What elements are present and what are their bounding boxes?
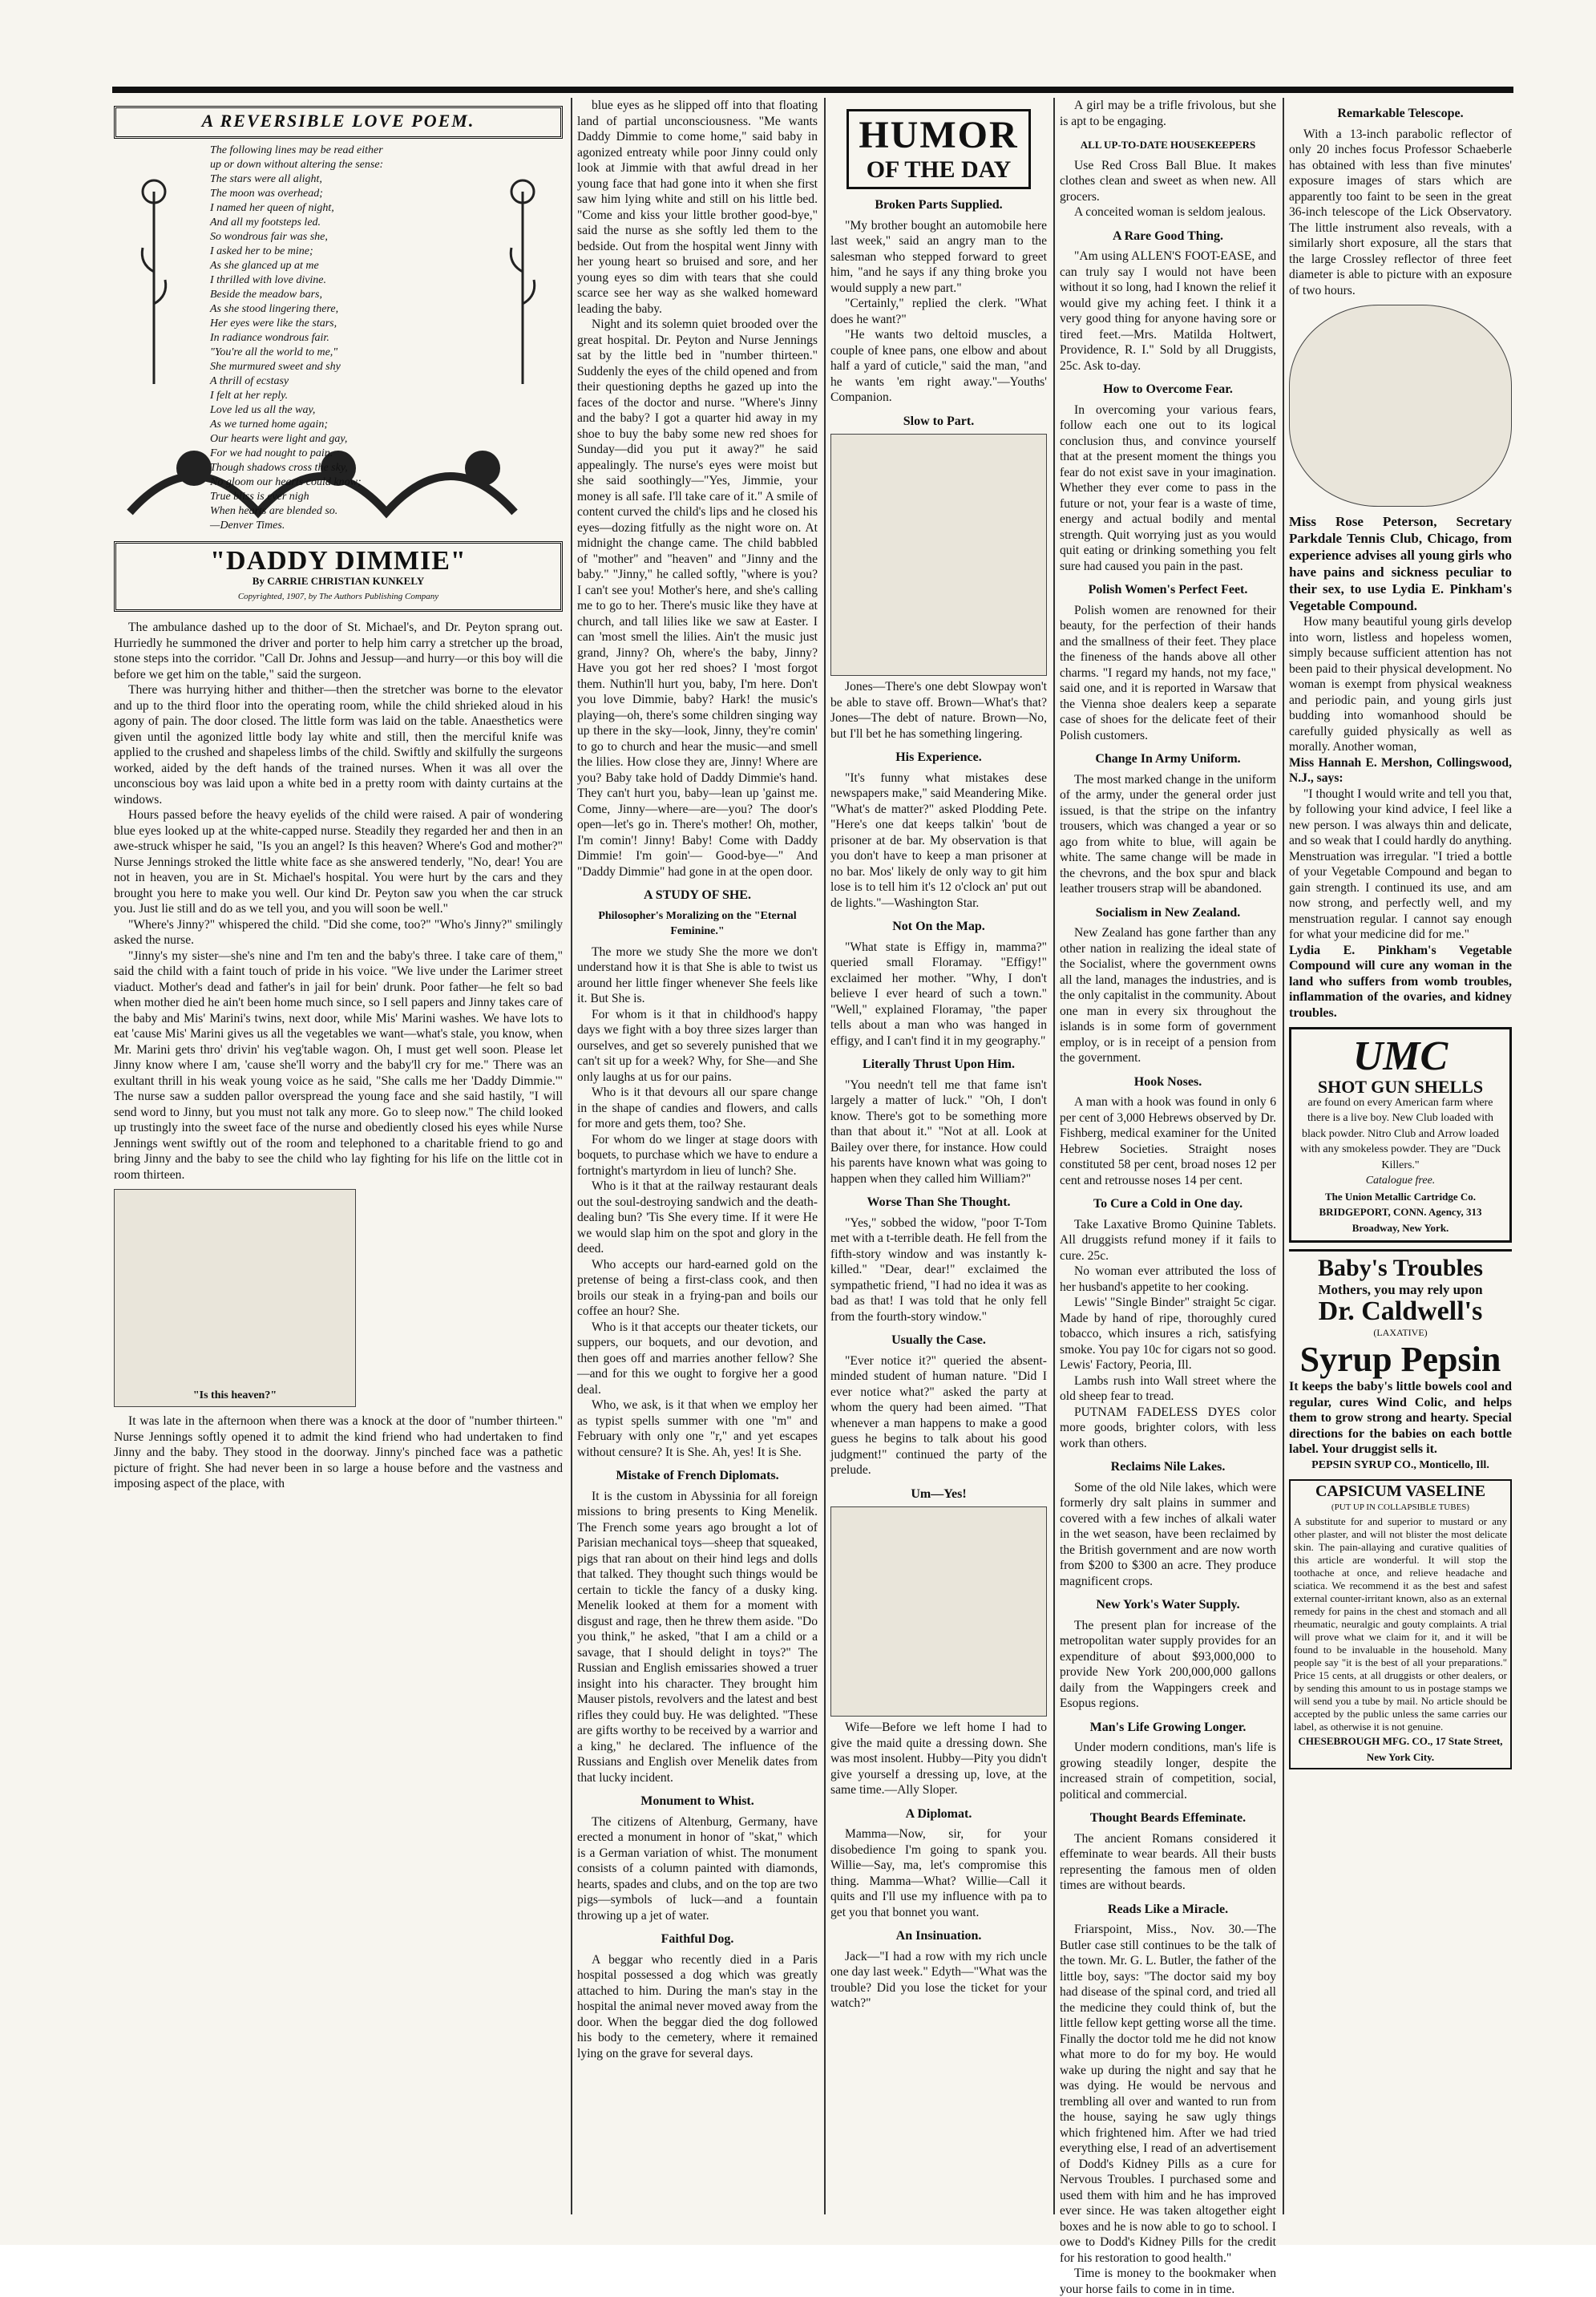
flower-ornament-right (507, 176, 539, 384)
item-title: Reclaims Nile Lakes. (1110, 1460, 1226, 1474)
column-6 (1289, 98, 1512, 2214)
article-paragraph: Who is it that devours all our spare change in the shape of candies and flowers, and calls for more and gets them, too? She. (577, 1086, 818, 1130)
masthead-line-2: OF THE DAY (866, 156, 1012, 183)
story-title-box (114, 541, 563, 613)
ad-paragraph: PUTNAM FADELESS DYES color more goods, brighter colors, with less work than others. (1060, 1405, 1276, 1450)
item-paragraph: Under modern conditions, man's life is growing steadily longer, despite the increased strain of competition, social, political and commercial. (1060, 1741, 1276, 1802)
item-paragraph: Time is money to the bookmaker when your horse fails to come in in time. (1060, 2267, 1276, 2296)
ad-title: ALL UP-TO-DATE HOUSEKEEPERS (1080, 139, 1256, 151)
capsicum-ad (1289, 1479, 1512, 1769)
item-paragraph: With a 13-inch parabolic reflector of only 20 inches focus Professor Schaeberle has obtained with less than five minutes' exposure images of stars which are apparently too faint to be seen in the great 36-inch telescope of the Lick Observatory. The little instrument also reveals, with a similarly short exposure, all the stars that the large Crossley reflector of three feet diameter is able to picture with an exposure of two hours. (1289, 127, 1512, 297)
baby-doctor: Dr. Caldwell's (1318, 1296, 1483, 1326)
illustration-couple (830, 1506, 1047, 1717)
article-paragraph: A beggar who recently died in a Paris hospital possessed a dog which was greatly attached to him. During the man's stay in the hospital the animal never moved away from the door. When the beggar died the dog followed his body to the cemetery, where it remained lying on the grave for several days. (577, 1952, 818, 2060)
article-title: Mistake of French Diplomats. (616, 1469, 779, 1482)
column-4 (830, 98, 1047, 2214)
pinkham-headline: Miss Rose Peterson, Secretary Parkdale Tennis Club, Chicago, from experience advises all young girls who have pains and sickness peculiar to their sex, to use Lydia E. Pinkham's Vegetable Compound. (1289, 514, 1512, 613)
item-title: Polish Women's Perfect Feet. (1088, 583, 1248, 596)
article-paragraph: For whom do we linger at stage doors with boquets, to purchase which we have to endure a fortnight's martyrdom in lieu of lunch? She. (577, 1132, 818, 1178)
illustration-hospital-bed (114, 1189, 356, 1407)
baby-text: It keeps the baby's little bowels cool and regular, cures Wind Colic, and helps them to grow strong and hearty. Special directions for the babies on each bottle label. Your druggist sells it. (1289, 1380, 1512, 1456)
joke-title: Slow to Part. (903, 414, 975, 428)
item-paragraph: Friarspoint, Miss., Nov. 30.—The Butler case still continues to be the talk of the town. Mr. G. L. Butler, the father of the little boy, says: "The doctor said my boy had disease of the spinal cord, and tried all the medicine they could think of, but the little fellow kept getting worse all the time. Finally the doctor told me he did not know what more to do for my boy. He would wake up during the night and say that he was dying. He would be nervous and trembling all over and wanted to run from the house, saying he saw ugly things which frightened him. After we had tried everything else, I read of an advertisement of Dodd's Kidney Pills as a cure for Nervous Troubles. I purchased some and used them with him and he has improved ever since. He was taken altogether eight boxes and he is now able to go to school. I owe to Dodd's Kidney Pills for the credit for his restoration to good health." (1060, 1923, 1276, 2265)
item-title: Man's Life Growing Longer. (1089, 1720, 1246, 1734)
story-paragraph: There was hurrying hither and thither—then the stretcher was borne to the elevator and up to the third floor into the operating room, while the child shrieked aloud in his agony of pain. The door closed. The little form was laid on the table. Anaesthetics were given until the agonized little body lay white and still, then the merciful knife was applied to the crushed and shapeless limbs of the child. Swiftly and skilfully the surgeons worked, aided by the deft hands of the trained nurses. When it was all over the unconscious boy was laid upon a white bed in a pretty room with dainty curtains at the windows. (114, 683, 563, 807)
umc-title: SHOT GUN SHELLS (1317, 1077, 1484, 1097)
column-5 (1060, 98, 1276, 2296)
baby-company: PEPSIN SYRUP CO., Monticello, Ill. (1311, 1458, 1489, 1471)
ad-paragraph: Use Red Cross Ball Blue. It makes clothes clean and sweet as when new. All grocers. (1060, 158, 1276, 204)
baby-title: Baby's Troubles (1318, 1255, 1483, 1281)
item-title: Socialism in New Zealand. (1095, 905, 1241, 920)
item-title: New York's Water Supply. (1096, 1598, 1240, 1612)
umc-logo: UMC (1352, 1033, 1449, 1079)
story-byline: By CARRIE CHRISTIAN KUNKELY (252, 575, 425, 587)
joke-paragraph: "What state is Effigy in, mamma?" queried small Floramay. "Effigy!" exclaimed her mother. "Why, I don't believe I ever heard of such a town." "Well," explained Floramay, "the paper tells about a man who was hanged in effigy, and I can't find it in my geography." (830, 940, 1047, 1048)
illustration-caption: "Is this heaven?" (192, 1389, 277, 1401)
article-subtitle: Philosopher's Moralizing on the "Eternal Feminine." (598, 909, 797, 937)
joke-title: His Experience. (895, 750, 982, 764)
joke-title: A Diplomat. (905, 1806, 972, 1821)
item-paragraph: Polish women are renowned for their beauty, for the perfection of their hands and the smallness of their feet. They place the fineness of the hands above all other charms. "I regard my hands, not my face," said one, and it is reported in Warsaw that the Vienna shoe dealers keep a separate case of shoes for the delicate feet of their Polish customers. (1060, 603, 1276, 742)
story-paragraph: Night and its solemn quiet brooded over the great hospital. Dr. Peyton and Nurse Jennings sat by the little bed in "number thirteen." Suddenly the eyes of the child opened and from their questioning depths he gazed up into the faces of the doctor and nurse. "Where's Jinny and the baby? I got a quarter hid away in my shoe to buy the baby some new red shoes for Sunday—did you put it away?" he said appealingly. The nurse's eyes were moist but she said soothingly—"Yes, Jimmie, your money is all safe. I'll take care of it." A smile of content curved the child's lips and he closed his eyes—dozing fitfully as the night wore on. At midnight the change came. The child babbled of "mother" and "heaven" and "Jinny and the baby." "Jinny," he called softly, "where is you? I can't see you! Mother's here, and she's calling me to go to her. There's music like they have at church, and tall lilies like we saw at Easter. I can 'most smell the lilies. Ain't the music just grand, Jinny? Oh, where's the baby, Jinny? Have you got her red shoes? I 'most forgot them. Nuthin'll hurt you, baby, I'm here. Don't you love Dimmie, baby? Hark! the music's playing—oh, there's some children singing way up there in the sky—look, Jinny, they're comin' to go to church and hear the music—and smell the lilies. How close they are, Jinny! Where are you? Baby take hold of Daddy Dimmie's hand. They can't hurt you, baby—lean up 'gainst me. Come, Jinny—where—are—you? The door's open—let's go in. There's mother! Oh, mother, I'm comin'! Jinny! Baby! Come with Daddy Dimmie! I'm goin'— Good-bye—" And "Daddy Dimmie" had gone in at the open door. (577, 317, 818, 879)
ad-title: To Cure a Cold in One day. (1093, 1197, 1243, 1211)
baby-syrup: Syrup Pepsin (1299, 1340, 1501, 1379)
joke-title: Broken Parts Supplied. (875, 198, 1003, 212)
item-paragraph: New Zealand has gone farther than any other nation in realizing the ideal state of the Socialist, where the government owns all the land, manages the industries, and is the only capitalist in the community. About one man in every six throughout the islands is in some form of government employ, or is in receipt of a pension from the government. (1060, 926, 1276, 1065)
story-paragraph: "Jinny's my sister—she's nine and I'm ten and the baby's three. I take care of them," said the child with a faint touch of pride in his voice. "We live under the Larimer street viaduct. Mother's dead and father's in jail for bein' drunk. Poor father—he felt so bad when mother died he ain't been home much since, so I sell papers and Jinny takes care of the baby and Mis' Marini's twins, next door, while Mis' Marini washes. We have lots to eat 'cause Mis' Marini gives us all the vegetables we want—what's stale, you know, when Mr. Marini gets thro' drivin' his veg'table wagon. Oh, I must get well soon. Please let Jinny know where I am, 'cause she'll worry and the baby'll cry for me." There was an exultant thrill in his weak young voice as he said, "She calls me her 'Daddy Dimmie.'" The nurse saw a sudden pallor overspread the young face and she said hastily, "I will send word to Jinny, but you must not talk any more. Go to sleep now." The child looked up trustingly into the sweet face of the nurse and obediently closed his eyes while Nurse Jennings went swiftly out of the room and telephoned to a charitable friend to go and bring Jinny and the baby to see the child who lay fighting for his life on the little cot in room thirteen. (114, 948, 563, 1182)
story-paragraph: blue eyes as he slipped off into that floating land of partial unconsciousness. "Me wants Daddy Dimmie to come home," said baby in agonized entreaty while poor Jinny could only look at Jimmie with that awful dread in her young face that had gone into it when she first saw him lying white and still on his little bed. "Come and kiss your little brother good-bye," said the nurse as she softly led them to the bedside. Out from the hospital went Jinny with her young heart so bruised and sore, and her young eyes so dim with tears that she could scarce see her way as she walked homeward leading the baby. (577, 99, 818, 316)
column-1 (114, 98, 563, 2214)
column-rule (1053, 98, 1055, 2214)
capsicum-text: A substitute for and superior to mustard or any other plaster, and will not blister the most delicate skin. The pain-allaying and curative qualities of this article are wonderful. It will stop the toothache at once, and relieve headache and sciatica. We recommend it as the best and safest external counter-irritant known, also as an external remedy for pains in the chest and stomach and all rheumatic, neuralgic and gouty complaints. A trial will prove what we claim for it, and it will be found to be invaluable in the household. Many people say "it is the best of all your preparations." Price 15 cents, at all druggists or other dealers, or by sending this amount to us in postage stamps we will send you a tube by mail. No article should be accepted by the public unless the same carries our label, as otherwise it is not genuine. (1294, 1515, 1507, 1733)
umc-ad (1289, 1027, 1512, 1243)
poem-title-box (114, 106, 563, 139)
column-rule (1283, 98, 1284, 2214)
item-title: Remarkable Telescope. (1337, 107, 1464, 120)
article-paragraph: Who is it that at the railway restaurant deals out the soul-destroying sandwich and the death-dealing bun? 'Tis She every time. If it were He we would slap him on the spot and glory in the deed. (577, 1179, 818, 1256)
column-rule (824, 98, 826, 2214)
joke-title: Usually the Case. (891, 1333, 986, 1347)
joke-title: Literally Thrust Upon Him. (863, 1058, 1015, 1071)
story-title: "DADDY DIMMIE" (210, 545, 467, 576)
story-paragraph: It was late in the afternoon when there was a knock at the door of "number thirteen." Nurse Jennings softly opened it to admit the kind friend who had undertaken to find Jinny and the baby. They stood in the doorway. Jinny's pinched face was a pathetic picture of fright. She had never been in so large a house before and the vastness and imposing aspect of the place, with (114, 1414, 563, 1490)
item-paragraph: In overcoming your various fears, follow each one out to its logical conclusion thus, and convince yourself that at the present moment the things you fear do not exist save in your imagination. Whether they ever come to pass in the future or not, your fear is a waste of time, energy and actual bodily and mental strength. Quit worrying just as you would quit eating or drinking something you felt sure had caused you pain in the past. (1060, 402, 1276, 573)
item-title: Reads Like a Miracle. (1107, 1902, 1229, 1916)
article-paragraph: Who accepts our hard-earned gold on the pretense of being a first-class cook, and then broils our steak in a frying-pan and boils our coffee an hour? She. (577, 1257, 818, 1318)
poem-title: A REVERSIBLE LOVE POEM. (201, 111, 475, 131)
joke-paragraph: "My brother bought an automobile here last week," said an angry man to the salesman who stepped forward to greet him, "and he says if any thing broke you would supply a new part." (830, 218, 1047, 295)
joke-title: Um—Yes! (911, 1486, 967, 1501)
joke-paragraph: Wife—Before we left home I had to give the maid quite a dressing down. She was most insolent. Hubby—Pity you didn't give yourself a dressing up, love, at the same time.—Ally Sloper. (830, 1721, 1047, 1797)
joke-paragraph: Jack—"I had a row with my rich uncle one day last week." Edyth—"What was the trouble? Did you lose the ticket for your watch?" (830, 1949, 1047, 2010)
illustration-two-men (830, 434, 1047, 676)
ad-paragraph: Lewis' "Single Binder" straight 5c cigar. Made by hand of ripe, thoroughly cured tobacco, which insures a rich, satisfying smoke. You pay 10c for cigars not so good. Lewis' Factory, Peoria, Ill. (1060, 1296, 1276, 1372)
article-paragraph: The more we study She the more we don't understand how it is that She is able to twist us around her little finger whenever She feels like it. But She is. (577, 944, 818, 1005)
joke-paragraph: "Ever notice it?" queried the absent-minded student of human nature. "Did I ever notice what?" asked the party at whom the query had been aimed. "That whenever a man happens to make a good guess he begins to talk about his good judgment!" continued the party of the prelude. (830, 1353, 1047, 1477)
capsicum-subtitle: (PUT UP IN COLLAPSIBLE TUBES) (1331, 1502, 1470, 1512)
capsicum-company: CHESEBROUGH MFG. CO., 17 State Street, New York City. (1298, 1735, 1503, 1763)
column-3 (577, 98, 818, 2214)
item-title: A Rare Good Thing. (1112, 228, 1224, 243)
article-paragraph: Who, we ask, is it that when we employ her as typist spells summer with one "m" and February with only one "r," and yet escapes without censure? It is She. Ah, yes! It is She. (577, 1398, 818, 1459)
ad-paragraph: Take Laxative Bromo Quinine Tablets. All druggists refund money if it fails to cure. 25c. (1060, 1217, 1276, 1263)
ad-paragraph: How many beautiful young girls develop into worn, listless and hopeless women, simply because sufficient attention has not been paid to their physical development. No woman is exempt from physical weakness and periodic pain, and young girls just budding into womanhood should be carefully guided physically as well as morally. Another woman, (1289, 615, 1512, 754)
joke-paragraph: Mamma—Now, sir, for your disobedience I'm going to spank you. Willie—Say, ma, let's compromise this thing. Mamma—What? Willie—Call it quits and I'll use my influence with pa to get you that bonnet you want. (830, 1827, 1047, 1919)
item-paragraph: The ancient Romans considered it effeminate to wear beards. All their busts representing the famous men of olden times are without beards. (1060, 1831, 1276, 1892)
article-title: Faithful Dog. (661, 1932, 734, 1946)
article-title: Monument to Whist. (640, 1794, 754, 1808)
item-paragraph: A conceited woman is seldom jealous. (1074, 205, 1267, 219)
joke-title: An Insinuation. (895, 1929, 982, 1943)
ad-paragraph: "Am using ALLEN'S FOOT-EASE, and can truly say I would not have been without it so long, had I known the relief it would give my aching feet. I think it a very good thing for anyone having sore or tired feet.—Mrs. Matilda Holtwert, Providence, R. I." Sold by all Druggists, 25c. Ask to-day. (1060, 249, 1276, 373)
joke-paragraph: "Certainly," replied the clerk. "What does he want?" (830, 297, 1047, 326)
umc-text: are found on every American farm where there is a live boy. New Club loaded with black powder. Nitro Club and Arrow loaded with any smokeless powder. They are "Duck Killers." (1299, 1096, 1501, 1171)
article-paragraph: It is the custom in Abyssinia for all foreign missions to bring presents to King Menelik. The French some years ago brought a lot of Parisian mechanical toys—sheep that squeaked, pigs that ran about on their hind legs and dolls that talked. They thought such things would be certain to tickle the fancy of a dusky king. Menelik looked at them for a moment with disgust and rage, then he threw them aside. "Do you think," he asked, "that I am a child or a savage, that I should delight in toys?" The Russian and English emissaries showed a truer insight into his character. They brought him Mauser pistols, revolvers and the latest and best rifles they could buy. He was delighted. "These are gifts worthy to be received by a warrior and a king," he declared. The influence of the Russians and English over Menelik dates from that lucky incident. (577, 1489, 818, 1785)
masthead-line-1: HUMOR (859, 114, 1019, 156)
item-paragraph: Lambs rush into Wall street where the old sheep fear to tread. (1060, 1373, 1276, 1403)
humor-masthead (846, 109, 1031, 189)
baby-laxative: (LAXATIVE) (1373, 1326, 1428, 1338)
umc-catalogue: Catalogue free. (1365, 1175, 1436, 1187)
top-rule (112, 87, 1513, 93)
flower-ornament-left (138, 176, 170, 384)
item-title: How to Overcome Fear. (1103, 382, 1233, 396)
article-paragraph: The citizens of Altenburg, Germany, have erected a monument in honor of "skat," which is a German variation of whist. The monument consists of a column painted with diamonds, hearts, spades and clubs, and on the top are two pigs—symbols of luck—and a fountain throwing up a jet of water. (577, 1814, 818, 1923)
umc-company: The Union Metallic Cartridge Co. BRIDGEPORT, CONN. Agency, 313 Broadway, New York. (1319, 1190, 1482, 1234)
item-paragraph: The present plan for increase of the metropolitan water supply provides for an expenditure of about $93,000,000 to provide New York 200,000,000 gallons daily from the Wappingers creek and Esopus regions. (1060, 1618, 1276, 1710)
article-title: A STUDY OF SHE. (644, 888, 751, 902)
joke-title: Not On the Map. (892, 920, 985, 933)
baby-line: Mothers, you may rely upon (1318, 1282, 1483, 1297)
story-paragraph: "Where's Jinny?" whispered the child. "Did she come, too?" "Who's Jinny?" smilingly asked the nurse. (114, 917, 563, 947)
poem-text: The following lines may be read either up or down without altering the sense: The stars were all alight, The moon was overhead; I named her queen of night, And all my footsteps led. So wondrous fair was she, I asked her to be mine; As she glanced up at me I thrilled with love divine. Beside the meadow bars, As she stood lingering there, Her eyes were like the stars, In radiance wondrous fair. "You're all the world to me," She murmured sweet and shy A thrill of ecstasy I felt at her reply. Love led us all the way, As we turned home again; Our hearts were light and gay, For we had nought to pain. Though shadows cross the sky, No gloom our hearts could know; True bliss is ever nigh When hearts are blended so. —Denver Times. (210, 144, 384, 532)
portrait-woman (1289, 305, 1512, 507)
item-title: Change In Army Uniform. (1095, 752, 1241, 766)
capsicum-title: CAPSICUM VASELINE (1315, 1482, 1486, 1500)
article-paragraph: For whom is it that in childhood's happy days we fight with a boy three sizes larger than ourselves, and get so severely punished that we can't sit up for a week? Why, for She—and She only laughs at us for our pains. (577, 1007, 818, 1084)
item-title: Thought Beards Effeminate. (1089, 1811, 1246, 1825)
article-paragraph: Who is it that accepts our theater tickets, our suppers, our boquets, and our devotion, and then goes off and marries another fellow? She—and for this we ought to forgive her a good deal. (577, 1320, 818, 1397)
item-paragraph: No woman ever attributed the loss of her husband's appetite to her cooking. (1060, 1264, 1276, 1294)
item-paragraph: Some of the old Nile lakes, which were formerly dry salt plains in summer and covered with a few inches of alkali water in the wet season, have been reclaimed by the British government and are now worth from $200 to $300 an acre. They produce magnificent crops. (1060, 1480, 1276, 1588)
story-paragraph: The ambulance dashed up to the door of St. Michael's, and Dr. Peyton sprang out. Hurriedly he summoned the driver and porter to help him carry a stretcher up the broad, stone steps into the corridor. "Call Dr. Johns and Jessup—and hurry—or this boy will die before we get him on the table," said the surgeon. (114, 621, 563, 681)
joke-paragraph: "He wants two deltoid muscles, a couple of knee pans, one elbow and about half a yard of cuticle," said the man, "and he wants 'em right away."—Youths' Companion. (830, 328, 1047, 404)
joke-paragraph: Jones—There's one debt Slowpay won't be able to stave off. Brown—What's that? Jones—The debt of nature. Brown—No, but I'll bet he has something lingering. (830, 680, 1047, 741)
story-copyright: Copyrighted, 1907, by The Authors Publishing Company (237, 591, 439, 601)
item-paragraph: A girl may be a trifle frivolous, but she is apt to be engaging. (1060, 99, 1276, 128)
item-paragraph: A man with a hook was found in only 6 per cent of 3,000 Hebrews observed by Dr. Fishberg, medical examiner for the United Hebrew Societies. Straight noses constituted 58 per cent, broad noses 12 per cent and retrousse noses 14 per cent. (1060, 1095, 1276, 1187)
joke-paragraph: "You needn't tell me that fame isn't largely a matter of luck." "Oh, I don't know. There's got to be something more than that about it." "Not at all. Look at Bailey over there, for instance. How could his parents have known what was going to happen when they called him William?" (830, 1078, 1047, 1186)
joke-title: Worse Than She Thought. (867, 1195, 1011, 1209)
story-paragraph: Hours passed before the heavy eyelids of the child were raised. A pair of wondering blue eyes looked up at the white-capped nurse. Steadily they regarded her and then in an awe-struck whisper he said, "Is you an angel? Is this heaven? Where's God and mother?" Nurse Jennings stroked the little white face as she answered tenderly, "No, dear! You are not in heaven, you are in St. Michael's hospital. You were hurt by the cars and they brought you here to make you well. Our kind Dr. Peyton saw you when the car struck you. Just lie still and do as we tell you, and you will soon be well." (114, 808, 563, 916)
pinkham-name: Miss Hannah E. Mershon, Collingswood, N.J., says: (1289, 755, 1512, 785)
item-title: Hook Noses. (1133, 1074, 1202, 1089)
pinkham-footer: Lydia E. Pinkham's Vegetable Compound will cure any woman in the land who suffers from womb troubles, inflammation of the ovaries, and kidney troubles. (1289, 943, 1512, 1020)
poem-block (114, 144, 563, 532)
item-paragraph: The most marked change in the uniform of the army, under the general order just issued, is that the stripe on the infantry trousers, which was changed a year or so ago from white to blue, will again be white. The same change will be made in the chevrons, and the box spur and black leather trousers strap will be abandoned. (1060, 772, 1276, 896)
joke-paragraph: "Yes," sobbed the widow, "poor T-Tom met with a t-terrible death. He fell from the fifth-story window and was instantly k-killed." "Dear, dear!" exclaimed the sympathetic friend, "I had no idea it was as bad as that! I was told that he only fell from the fourth-story window." (830, 1215, 1047, 1324)
joke-paragraph: "It's funny what mistakes dese newspapers make," said Meandering Mike. "What's de matter?" asked Plodding Pete. "Here's one dat keeps talkin' 'bout de prisoner at de bar. My observation is that you don't have to keep a man prisoner at no bar. Mos' likely de only way to git him lose is to tell him it's 12 o'clock an' put out de lights."—Washington Star. (830, 770, 1047, 910)
caldwell-ad (1289, 1249, 1512, 1473)
ad-paragraph: "I thought I would write and tell you that, by following your kind advice, I feel like a new person. I was always thin and delicate, and so weak that I could hardly do anything. Menstruation was irregular. "I tried a bottle of your Vegetable Compound and began to gain strength. I continued its use, and am now strong, and perfectly well, and my menstruation regular. I cannot say enough for what your medicine did for me." (1289, 787, 1512, 941)
column-rule (571, 98, 572, 2214)
